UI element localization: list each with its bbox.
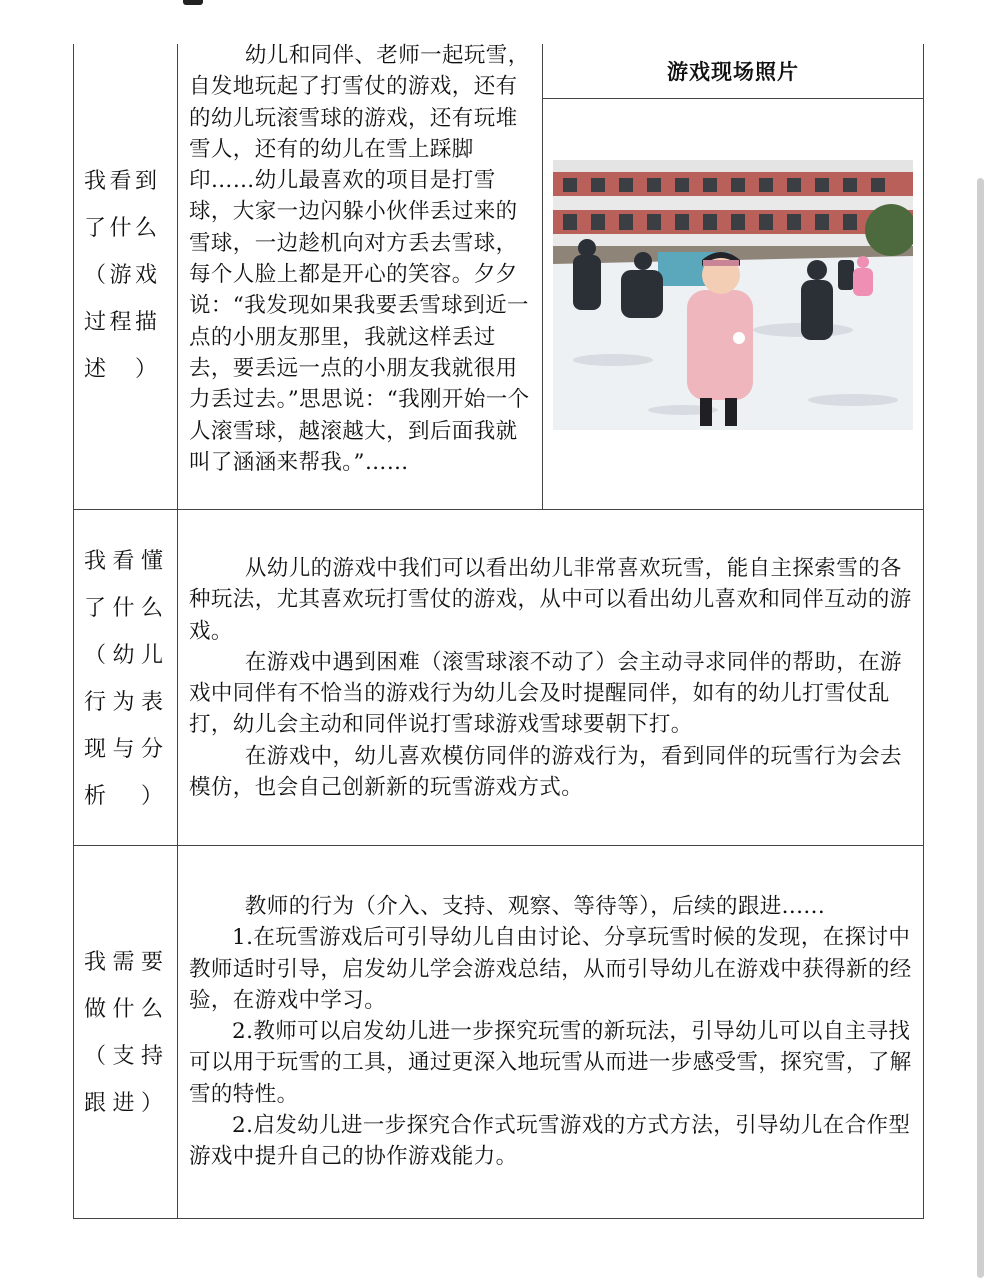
photo-caption-divider [542,98,924,99]
snow-play-photo-illustration [553,160,913,430]
vertical-scrollbar[interactable] [977,178,984,1278]
photo-caption: 游戏现场照片 [667,59,799,84]
support-item: 2.教师可以启发幼儿进一步探究玩雪的新玩法，引导幼儿可以自主寻找可以用于玩雪的工具，通过更深入地玩雪从而进一步感受雪，探究雪，了解雪的特性。 [189,1019,912,1107]
row-divider-2 [73,845,924,846]
table-border-bottom [73,1218,924,1219]
table-border-left [73,44,74,1219]
table-border-right [923,44,924,1219]
support-item: 2.启发幼儿进一步探究合作式玩雪游戏的方式方法，引导幼儿在合作型游戏中提升自己的协作游戏能力。 [189,1113,911,1170]
support-item: 1.在玩雪游戏后可引导幼儿自由讨论、分享玩雪时候的发现，在探讨中教师适时引导，启发幼儿学会游戏总结，从而引导幼儿在游戏中获得新的经验，在游戏中学习。 [189,925,912,1013]
table-border-label-divider [177,44,178,1219]
row1-label: 我看到 了什么 （游戏 过程描 述） [84,169,157,382]
row1-description: 幼儿和同伴、老师一起玩雪，自发地玩起了打雪仗的游戏，还有的幼儿玩滚雪球的游戏，还有玩堆雪人，还有的幼儿在雪上踩脚印……幼儿最喜欢的项目是打雪球，大家一边闪躲小伙伴丢过来的雪球，一边趁机向对方丢去雪球，每个人脸上都是开心的笑容。夕夕说：“我发现如果我要丢雪球到近一点的小朋友那里，我就这样丢过去，要丢远一点的小朋友我就很用力丢过去。”思思说：“我刚开始一个人滚雪球，越滚越大，到后面我就叫了涵涵来帮我。”…… [189,43,530,475]
support-intro: 教师的行为（介入、支持、观察、等待等），后续的跟进...... [244,894,826,919]
row2-label: 我看懂 了什么 （幼儿 行为表 现与分 析） [84,549,163,809]
row-divider-1 [73,509,924,510]
row3-support [189,891,915,1173]
snow-play-photo [553,160,913,430]
row2-analysis: 从幼儿的游戏中我们可以看出幼儿非常喜欢玩雪，能自主探索雪的各种玩法，尤其喜欢玩打雪仗的游戏，从中可以看出幼儿喜欢和同伴互动的游戏。 在游戏中遇到困难（滚雪球滚不动了）会主动寻求同伴的帮助，在游戏中同伴有不恰当的游戏行为幼儿会及时提醒同伴，如有的幼儿打雪仗乱打，幼儿会主动和同伴说打雪球游戏雪球要朝下打。 在游戏中，幼儿喜欢模仿同伴的游戏行为，看到同伴的玩雪行为会去模仿，也会自己创新新的玩雪游戏方式。 [189,556,912,801]
table-border-photo-divider [542,44,543,509]
row3-label: 我需要 做什么 （支持 跟进） [84,950,163,1116]
